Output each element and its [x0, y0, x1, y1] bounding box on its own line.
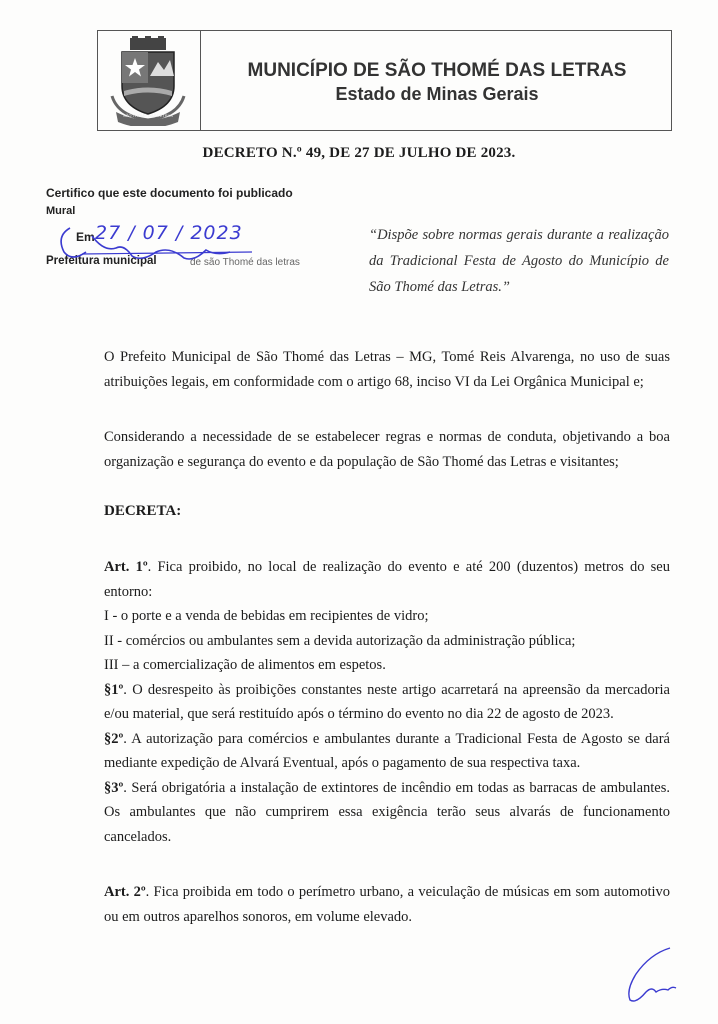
- publication-stamp-line1: Certifico que este documento foi publicado: [46, 186, 293, 200]
- article-1-label: Art. 1º: [104, 559, 148, 575]
- article-2-label: Art. 2º: [104, 884, 146, 900]
- paragraph-2-text: . A autorização para comércios e ambulantes durante a Tradicional Festa de Agosto se dará mediante expedição de Alvará Eventual, após o pagamento de sua respectiva taxa.: [104, 730, 670, 771]
- article-1-caput: [104, 555, 670, 604]
- paragraph-1-label: §1º: [104, 681, 124, 698]
- publication-stamp-line4-suffix: de são Thomé das letras: [190, 257, 300, 268]
- decreta-heading: DECRETA:: [104, 503, 182, 519]
- decree-title: DECRETO N.º 49, DE 27 DE JULHO DE 2023.: [202, 145, 516, 161]
- letterhead-divider: [200, 30, 201, 131]
- crest-ribbon-text: SÃO THOMÉ DAS LETRAS: [123, 113, 173, 118]
- article-1-text: . Fica proibido, no local de realização do evento e até 200 (duzentos) metros do seu entorno:: [104, 559, 670, 600]
- article-1-item-3: III – a comercialização de alimentos em espetos.: [104, 657, 386, 673]
- article-2-text: . Fica proibida em todo o perímetro urbano, a veiculação de músicas em som automotivo ou em outros aparelhos sonoros, em volume elevado.: [104, 884, 670, 925]
- article-1-paragraph-1: [104, 678, 670, 727]
- article-1-paragraph-3: [104, 776, 670, 850]
- stamp-signature-icon: [52, 222, 262, 270]
- article-1: [104, 555, 670, 849]
- handwritten-date: 27 / 07 / 2023: [95, 222, 243, 244]
- article-1-item-1: I - o porte e a venda de bebidas em recipientes de vidro;: [104, 608, 429, 624]
- article-2: [104, 880, 670, 929]
- publication-stamp-line4: Prefeitura municipal: [46, 255, 157, 267]
- municipality-title: MUNICÍPIO DE SÃO THOMÉ DAS LETRAS: [247, 60, 627, 81]
- considering-paragraph: Considerando a necessidade de se estabelecer regras e normas de conduta, objetivando a boa organização e segurança do evento e da população de São Thomé das Letras e visitantes;: [104, 429, 670, 470]
- publication-stamp-line2: Mural: [46, 205, 76, 217]
- preamble-paragraph: O Prefeito Municipal de São Thomé das Letras – MG, Tomé Reis Alvarenga, no uso de suas atribuições legais, em conformidade com o artigo 68, inciso VI da Lei Orgânica Municipal e;: [104, 349, 670, 390]
- paragraph-1-text: . O desrespeito às proibições constantes neste artigo acarretará na apreensão da mercadoria e/ou material, que será restituído após o término do evento no dia 22 de agosto de 2023.: [104, 681, 670, 722]
- paragraph-3-text: . Será obrigatória a instalação de extintores de incêndio em todas as barracas de ambulantes. Os ambulantes que não cumprirem essa exigência terão seus alvarás de funcionamento cancelados.: [104, 779, 670, 845]
- state-subtitle: Estado de Minas Gerais: [335, 84, 539, 104]
- decree-summary: “Dispõe sobre normas gerais durante a realização da Tradicional Festa de Agosto do Município de São Thomé das Letras.”: [369, 227, 669, 295]
- article-1-item-2: II - comércios ou ambulantes sem a devida autorização da administração pública;: [104, 632, 576, 649]
- publication-stamp-date-prefix: Em: [76, 230, 95, 244]
- article-1-paragraph-2: [104, 727, 670, 776]
- paragraph-3-label: §3º: [104, 779, 124, 796]
- paragraph-2-label: §2º: [104, 730, 124, 747]
- footer-signature-icon: [610, 940, 680, 1010]
